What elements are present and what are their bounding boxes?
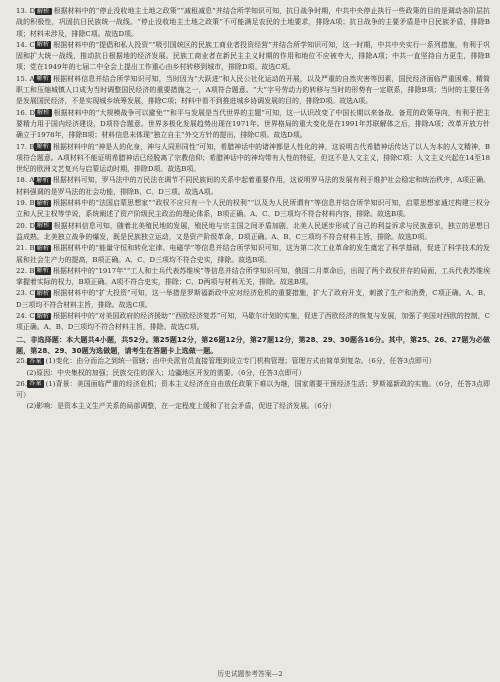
item-text: 根据材料中的“大规模战争可以避免”“和平与发展是当代世界的主题”可知，这一认识改变了中国长期以来备战、备荒的政策导向，有利于把主要精力用于国内经济建设，D项符合题意。世界多极化发展趋势出现在1971年。世界格局的重大变化是在1991年苏联解体之后，排除A项；改革开放方针确立于1978年，排除B项；材料信息未体现“独立自主”外交方针的提出，排除C项。故选D项。 [16,108,490,140]
item-number: 17. B [16,142,35,151]
analysis-tag: 解析 [36,289,50,297]
analysis-tag: 解析 [37,109,50,117]
answer-item [16,266,490,289]
analysis-tag: 解析 [36,41,50,49]
analysis-tag: 解析 [36,267,49,275]
section-title: 二、非选择题：本大题共4小题，共52分。第25题12分，第26题12分，第27题12分，第28、29、30题各16分。其中，第25、26、27题为必做题，第28、29、30题为选做题，请考生在答题卡上选做一题。 [16,334,490,355]
answer-item [16,288,490,311]
analysis-tag: 解析 [36,244,50,252]
item-number: 22. B [16,266,35,275]
item-number: 23. C [16,289,35,298]
answer-content [16,6,490,413]
item-number: 15. A [16,74,35,83]
answer-item [16,108,490,142]
item-text: 根据材料中的“能量守恒和转化定律、电磁学”等信息并结合所学知识可知，这为第二次工业革命的发生奠定了科学基础，促进了科学技术的发展和社会生产力的提高，B项正确。A、C、D三项均不符合史实，排除。故选B项。 [16,244,490,264]
item-number: 21. B [16,244,35,253]
answer-item [16,311,490,334]
answer-number: 26. [16,379,28,388]
answer-text: (1)背景：美国面临严重的经济危机；资本主义经济在自由放任政策下难以为继，国家需要干预经济生活；罗斯福新政的实施。（6分，任答3点即可） [16,379,490,400]
item-text: 根据材料信息可知，随着北美殖民地的发展，殖民地与宗主国之间矛盾加剧，北美人民逐步形成了自己的利益诉求与民族意识，独立的思想日益成熟。北美独立战争的爆发，既是民族独立运动，又是资产阶级革命，D项正确。A、B、C三项均不符合材料主旨，排除。故选D项。 [16,221,490,241]
answer-text: (2)原因：中央集权的加强；民族交往的深入；边疆地区开发的需要。（6分，任答3点即可） [26,368,306,377]
answer-line [16,356,490,367]
analysis-tag: 解析 [36,176,49,184]
answer-item [16,243,490,266]
answer-item [16,6,490,40]
item-text: 根据材料中的“停止没收地主土地之政策”“减租减息”并结合所学知识可知，抗日战争时期，中共中央停止执行一些政策的目的是调动各阶层抗战的积极性，巩固抗日民族统一战线。“停止没收地主土地之政策”不可能满足农民的土地要求，排除A项；抗日战争的主要矛盾是中日民族矛盾，排除B项；材料未涉及，排除C项。故选D项。 [16,7,490,38]
item-number: 20. D [16,221,36,230]
answer-item [16,221,490,244]
item-text: 根据材料中的“扩大投资”可知，这一举措是罗斯福新政中应对经济危机的重要措施，扩大了政府开支，刺激了生产和消费，C项正确。A、B、D三项均不符合材料主旨，排除。故选C项。 [16,289,490,309]
item-number: 18. A [16,176,35,185]
item-text: 根据材料中的“1917年”“工人和士兵代表苏维埃”等信息并结合所学知识可知，俄国二月革命后，出现了两个政权并存的局面，工兵代表苏维埃掌握着实际的权力，B项正确。A项不符合史实，排除；C、D两项与材料无关，排除。故选B项。 [16,266,491,287]
analysis-tag: 解析 [36,312,50,320]
analysis-tag: 解析 [37,222,50,230]
page-footer: 历史试题参考答案—2 [217,670,283,678]
answer-item [16,74,490,108]
item-text: 根据材料中的“对美国政府的经济援助”“西欧经济复苏”可知，马歇尔计划的实施，促进了西欧经济的恢复与发展，加强了美国对西欧的控制，C项正确。A、B、D三项均不符合材料主旨，排除。故选C项。 [16,312,491,332]
item-text: 根据材料可知，罗马法中的万民法在调节不同民族间的关系中起着重要作用，这说明罗马法的发展有利于维护社会稳定和统治秩序，A项正确。材料强调的是罗马法的社会功能，排除B、C、D三项。故选A项。 [16,176,490,196]
item-number: 24. C [16,312,35,321]
answer-line [16,368,490,379]
item-text: 根据材料中的“神是人的化身，神与人同形同性”可知，希腊神话中的诸神都是人性化的神，这说明古代希腊神话传达了以人为本的人文精神，B项符合题意。A项材料不能证明希腊神话已经脱离了宗教信仰；希腊神话中的神均带有人性的特征，但这不是人文主义，排除C项；人文主义兴起在14至18世纪的欧洲文艺复兴与启蒙运动时期，排除D项。故选B项。 [16,142,490,174]
analysis-tag: 解析 [36,75,49,83]
answer-line [16,401,490,412]
item-number: 14. C [16,40,35,49]
answer-tag: 答案 [29,357,42,365]
item-text: 根据材料中的“法国启蒙思想家”“政权不应只有一个 [53,199,212,208]
item-number: 13. D [16,7,36,15]
item-number: 19. B [16,199,35,208]
analysis-tag: 解析 [36,143,49,151]
answer-item [16,142,490,176]
item-text: 根据材料信息并结合所学知识可知，当时因为“大跃进”和人民公社化运动的开展，以及严重的自然灾害等因素，国民经济面临严重困难，精简职工和压缩城镇人口成为当时调整国民经济的重要措施之一，A项符合题意。“大”字号劳动力的转移与当时的形势有一定联系，排除B项；当时的主要任务是发展国民经济，不是实现城乡统筹发展，排除C项；材料中看不到推进城乡协调发展的目的，排除D项。故选A项。 [16,74,490,106]
item-text-tail: 人民的权利”“以及为人民所谓有”等信息并结合所学知识可知，启蒙思想家通过构建三权分立和人民主权等学说，系统阐述了资产阶级民主政治的理论体系，B项正确。A、C、D三项均不符合材料内容，排除。故选B项。 [16,199,490,219]
answer-number: 25. [16,357,28,366]
analysis-tag: 解析 [36,199,50,207]
answer-item [16,40,490,74]
answer-text: (1)变化：由分而治之到统一管辖；由中央派官员直接管理到设立专门机构管理；管理方式由简单到复杂。（6分，任答3点即可） [45,357,436,366]
answer-item [16,175,490,198]
item-text: 根据材料中的“提倡和私人投资”“吸引国统区的民族工商业者投资经营”并结合所学知识可知，这一时期，中共中央实行一系列措施，有利于巩固和扩大统一战线，推动抗日根据地的经济发展。民族工商业者在新民主主义时期的作用和地位不应被夸大，排除A项；中共一直坚持自力更生，排除B项；党在1949年的七届二中全会上提出工作重心由乡村转移到城市，排除D项。故选C项。 [16,40,491,72]
analysis-tag: 解析 [37,7,50,15]
answer-line [16,379,490,402]
answer-item [16,198,490,221]
answer-tag: 答案 [29,380,42,388]
answer-text: (2)影响：是资本主义生产关系的局部调整，在一定程度上缓和了社会矛盾，促进了经济发展。（6分） [26,402,336,411]
item-number: 16. D [16,108,36,117]
